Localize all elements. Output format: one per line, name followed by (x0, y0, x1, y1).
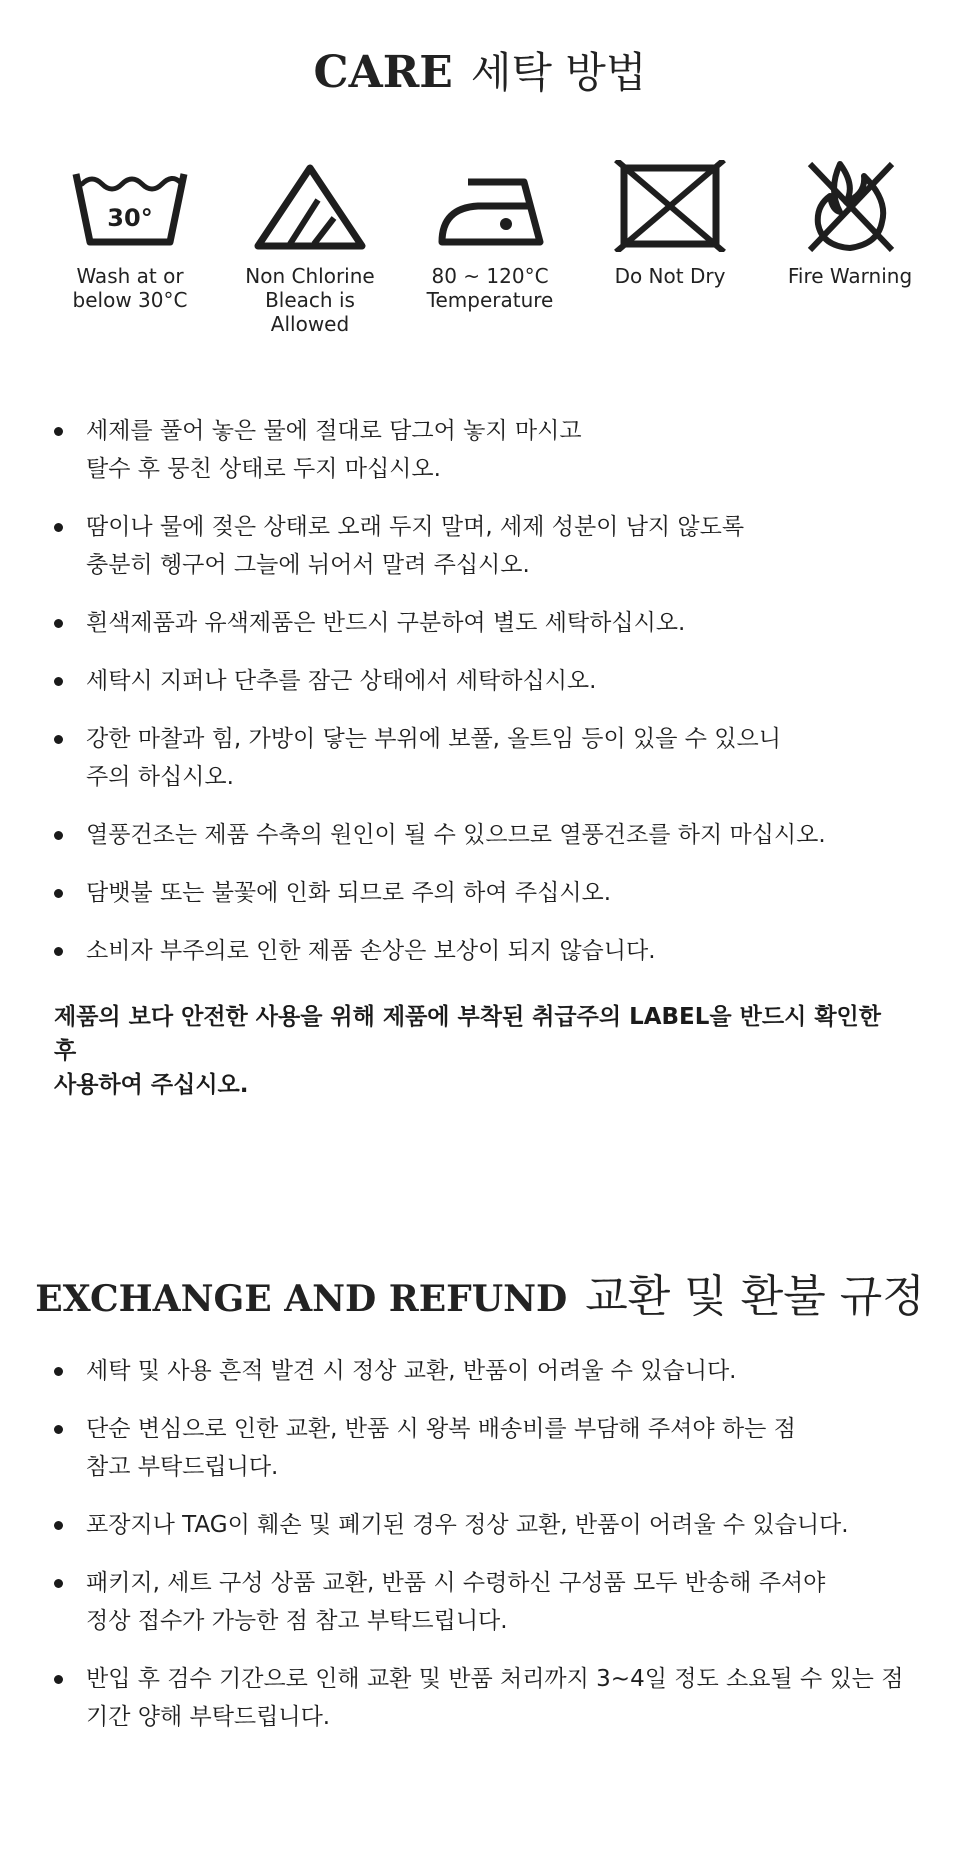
list-item-text: 세탁 및 사용 흔적 발견 시 정상 교환, 반품이 어려울 수 있습니다. (86, 1358, 737, 1384)
bullet-dot (54, 831, 63, 840)
non-chlorine-bleach-icon (248, 160, 372, 252)
care-title (0, 40, 960, 100)
list-item (50, 720, 910, 796)
list-item (50, 412, 910, 488)
wash-temp-text: 30° (107, 204, 153, 232)
bullet-dot (54, 1425, 63, 1434)
list-item (50, 604, 910, 642)
refund-title (0, 1260, 960, 1324)
list-item (50, 816, 910, 854)
list-item-text: 열풍건조는 제품 수축의 원인이 될 수 있으므로 열풍건조를 하지 마십시오. (86, 822, 826, 848)
list-item-text: 단순 변심으로 인한 교환, 반품 시 왕복 배송비를 부담해 주셔야 하는 점 참고 부탁드립니다. (86, 1416, 796, 1480)
list-item (50, 874, 910, 912)
wash-30-icon (68, 160, 192, 252)
bullet-dot (54, 1675, 63, 1684)
list-item (50, 1506, 910, 1544)
bullet-dot (54, 735, 63, 744)
list-item (50, 662, 910, 700)
list-item (50, 1410, 910, 1486)
fire-label: Fire Warning (787, 264, 913, 288)
list-item-text: 세탁시 지퍼나 단추를 잠근 상태에서 세탁하십시오. (86, 668, 597, 694)
list-item-text: 패키지, 세트 구성 상품 교환, 반품 시 수령하신 구성품 모두 반송해 주셔야 정상 접수가 가능한 점 참고 부탁드립니다. (86, 1570, 826, 1634)
care-instructions-list (50, 412, 910, 990)
care-icon-wash (40, 160, 220, 336)
do-not-dry-icon (608, 160, 732, 252)
dry-label: Do Not Dry (614, 264, 726, 288)
iron-icon (428, 160, 552, 252)
refund-title-en: EXCHANGE AND REFUND (35, 1278, 568, 1320)
bullet-dot (54, 427, 63, 436)
list-item (50, 508, 910, 584)
list-item (50, 932, 910, 970)
list-item-text: 소비자 부주의로 인한 제품 손상은 보상이 되지 않습니다. (86, 938, 656, 964)
bullet-dot (54, 1367, 63, 1376)
bullet-dot (54, 523, 63, 532)
list-item (50, 1564, 910, 1640)
list-item-text: 땀이나 물에 젖은 상태로 오래 두지 말며, 세제 성분이 남지 않도록 충분히 헹구어 그늘에 뉘어서 말려 주십시오. (86, 514, 745, 578)
fire-warning-icon (788, 160, 912, 252)
wash-label: Wash at or below 30°C (72, 264, 188, 312)
care-icons-row (40, 160, 940, 336)
care-icon-iron (400, 160, 580, 336)
list-item-text: 반입 후 검수 기간으로 인해 교환 및 반품 처리까지 3~4일 정도 소요될 수 있는 점 기간 양해 부탁드립니다. (86, 1666, 904, 1730)
bullet-dot (54, 889, 63, 898)
care-label-note: 제품의 보다 안전한 사용을 위해 제품에 부착된 취급주의 LABEL을 반드시 확인한 후 사용하여 주십시오. (54, 1004, 881, 1098)
refund-title-ko: 교환 및 환불 규정 (585, 1271, 925, 1322)
list-item-text: 세제를 풀어 놓은 물에 절대로 담그어 놓지 마시고 탈수 후 뭉친 상태로 두지 마십시오. (86, 418, 582, 482)
list-item-text: 포장지나 TAG이 훼손 및 폐기된 경우 정상 교환, 반품이 어려울 수 있습니다. (86, 1512, 849, 1538)
care-icon-dry (580, 160, 760, 336)
list-item-text: 강한 마찰과 힘, 가방이 닿는 부위에 보풀, 올트임 등이 있을 수 있으니 주의 하십시오. (86, 726, 781, 790)
care-icon-bleach (220, 160, 400, 336)
bullet-dot (54, 677, 63, 686)
bleach-label: Non Chlorine Bleach is Allowed (245, 264, 375, 336)
care-title-en: CARE (313, 47, 453, 98)
bullet-dot (54, 947, 63, 956)
iron-label: 80 ~ 120°C Temperature (426, 264, 554, 312)
list-item (50, 1660, 910, 1736)
list-item-text: 담뱃불 또는 불꽃에 인화 되므로 주의 하여 주십시오. (86, 880, 612, 906)
bullet-dot (54, 1521, 63, 1530)
care-icon-fire (760, 160, 940, 336)
list-item-text: 흰색제품과 유색제품은 반드시 구분하여 별도 세탁하십시오. (86, 610, 686, 636)
list-item (50, 1352, 910, 1390)
care-title-ko: 세탁 방법 (470, 48, 647, 97)
refund-policy-list (50, 1352, 910, 1756)
bullet-dot (54, 619, 63, 628)
bullet-dot (54, 1579, 63, 1588)
